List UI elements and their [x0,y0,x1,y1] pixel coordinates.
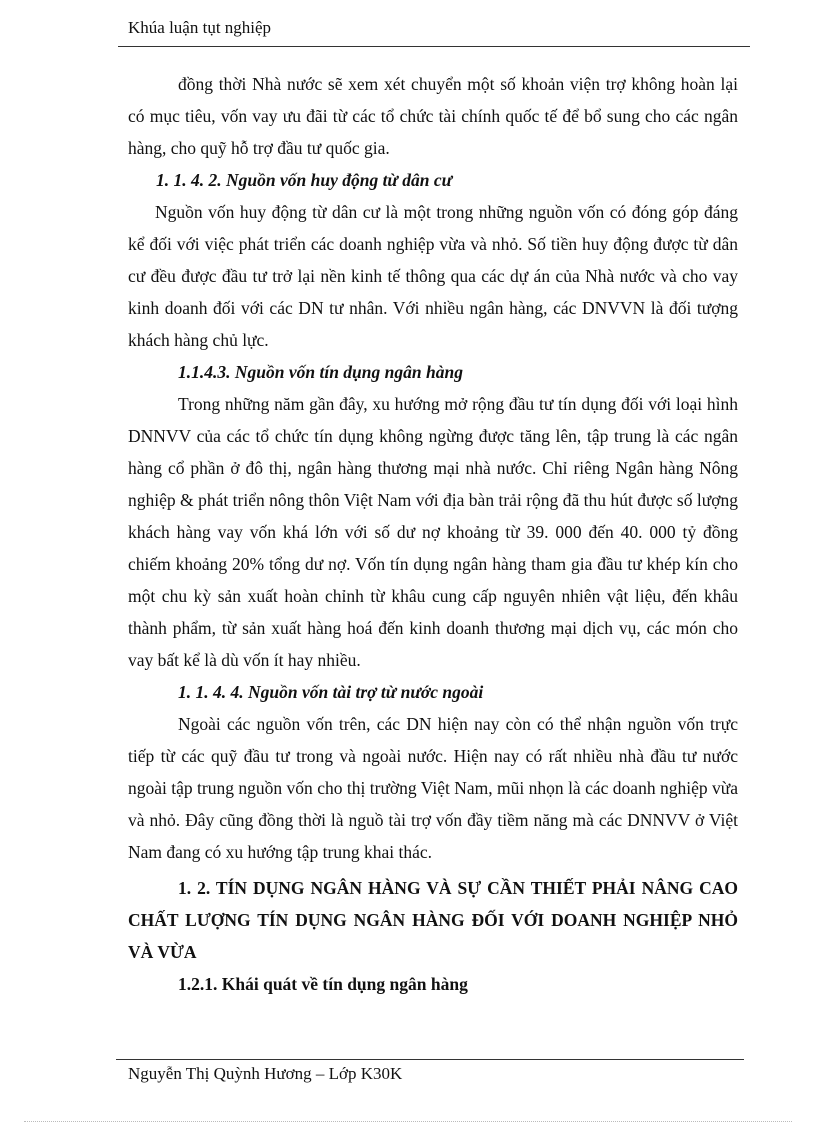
heading-section-12: 1. 2. TÍN DỤNG NGÂN HÀNG VÀ SỰ CẦN THIẾT PHẢI NÂNG CAO CHẤT LƯỢNG TÍN DỤNG NGÂN HÀNG ĐỐI VỚI DOANH NGHIỆP NHỎ VÀ VỪA [128,878,738,962]
heading-1144: 1. 1. 4. 4. Nguồn vốn tài trợ từ nước ngoài [178,682,484,702]
heading-1142: 1. 1. 4. 2. Nguồn vốn huy động từ dân cư [156,170,453,190]
paragraph-1142: Nguồn vốn huy động từ dân cư là một trong những nguồn vốn có đóng góp đáng kể đối với việc phát triển các doanh nghiệp vừa và nhỏ. Số tiền huy động được từ dân cư đều được đầu tư trở lại nền kinh tế thông qua các dự án của Nhà nước và cho vay kinh doanh đối với các DN tư nhân. Với nhiều ngân hàng, các DNVVN là đối tượng khách hàng chủ lực. [128,202,738,350]
page-bottom-border [24,1121,792,1122]
page-footer-author: Nguyễn Thị Quỳnh Hương – Lớp K30K [128,1064,403,1083]
document-body [128,68,738,1000]
footer-divider [116,1059,744,1060]
paragraph-1144: Ngoài các nguồn vốn trên, các DN hiện nay còn có thể nhận nguồn vốn trực tiếp từ các quỹ đầu tư trong và ngoài nước. Hiện nay có rất nhiều nhà đầu tư nước ngoài tập trung nguồn vốn cho thị trường Việt Nam, mũi nhọn là các doanh nghiệp vừa và nhỏ. Đây cũng đồng thời là nguồ tài trợ vốn đầy tiềm năng mà các DNNVV ở Việt Nam đang có xu hướng tập trung khai thác. [128,714,738,862]
page-header-title: Khúa luận tụt nghiệp [128,18,272,37]
heading-121: 1.2.1. Khái quát về tín dụng ngân hàng [178,974,468,994]
header-divider [118,46,750,47]
paragraph-intro: đồng thời Nhà nước sẽ xem xét chuyển một số khoản viện trợ không hoàn lại có mục tiêu, vốn vay ưu đãi từ các tổ chức tài chính quốc tế để bổ sung cho các ngân hàng, cho quỹ hỗ trợ đầu tư quốc gia. [128,74,738,158]
heading-1143: 1.1.4.3. Nguồn vốn tín dụng ngân hàng [178,362,463,382]
paragraph-1143: Trong những năm gần đây, xu hướng mở rộng đầu tư tín dụng đối với loại hình DNNVV của các tổ chức tín dụng không ngừng được tăng lên, tập trung là các ngân hàng cổ phần ở đô thị, ngân hàng thương mại nhà nước. Chỉ riêng Ngân hàng Nông nghiệp & phát triển nông thôn Việt Nam với địa bàn trải rộng đã thu hút được số lượng khách hàng vay vốn khá lớn với số dư nợ khoảng từ 39. 000 đến 40. 000 tỷ đồng chiếm khoảng 20% tổng dư nợ. Vốn tín dụng ngân hàng tham gia đầu tư khép kín cho một chu kỳ sản xuất hoàn chỉnh từ khâu cung cấp nguyên nhiên vật liệu, đến khâu thành phẩm, từ sản xuất hàng hoá đến kinh doanh thương mại dịch vụ, các món cho vay bất kể là dù vốn ít hay nhiều. [128,394,738,670]
